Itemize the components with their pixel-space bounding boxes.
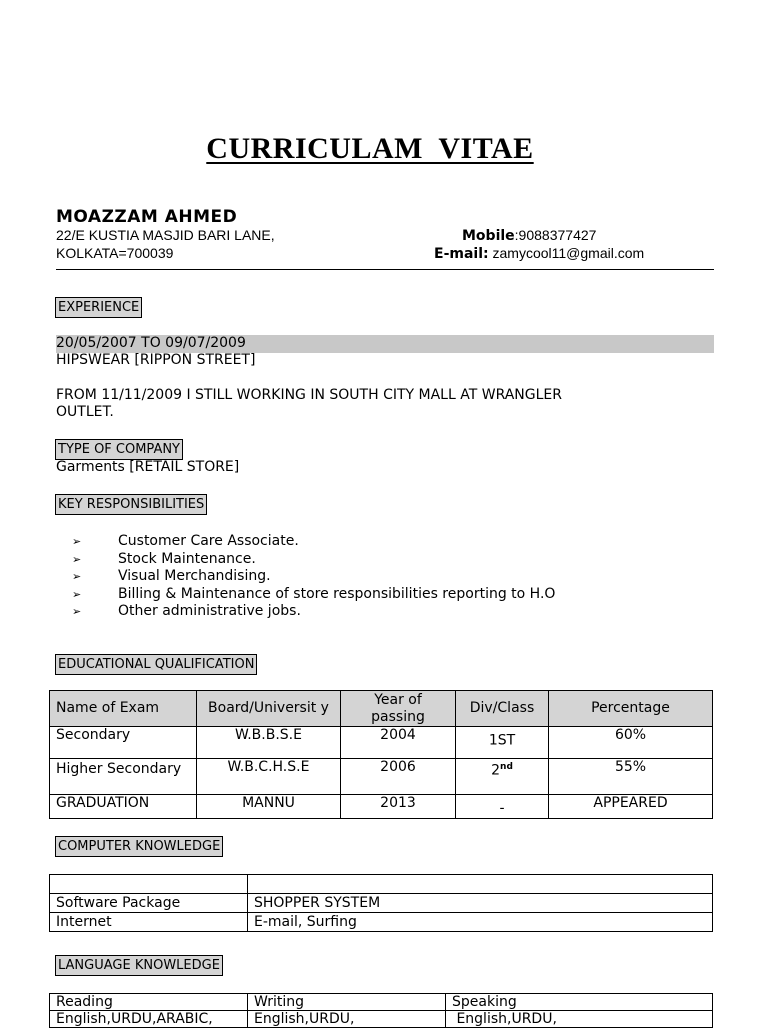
exam-cell: Secondary — [50, 727, 197, 759]
email-contact — [434, 245, 644, 262]
column-header: Reading — [50, 994, 248, 1011]
percentage-cell: 55% — [549, 759, 713, 795]
div-value: 2 — [491, 762, 501, 779]
label-cell — [50, 875, 248, 894]
table-row — [50, 894, 713, 913]
writing-cell: English,URDU, — [248, 1011, 446, 1028]
responsibilities-heading: KEY RESPONSIBILITIES — [55, 494, 207, 515]
exam-cell: GRADUATION — [50, 795, 197, 819]
table-row — [50, 913, 713, 932]
div-value: 1ST — [488, 732, 516, 749]
experience-heading: EXPERIENCE — [55, 297, 142, 318]
year-cell: 2013 — [341, 795, 456, 819]
education-table — [49, 690, 713, 819]
board-cell: W.B.C.H.S.E — [197, 759, 341, 795]
label-cell: Software Package — [50, 894, 248, 913]
board-cell: MANNU — [197, 795, 341, 819]
email-address: zamycool11@gmail.com — [488, 245, 645, 261]
column-header: Board/Universit y — [197, 691, 341, 727]
mobile-number: :9088377427 — [514, 227, 597, 243]
computer-heading: COMPUTER KNOWLEDGE — [55, 836, 223, 857]
board-cell: W.B.B.S.E — [197, 727, 341, 759]
mobile-label: Mobile — [462, 228, 515, 244]
column-header: Speaking — [446, 994, 713, 1011]
list-item-text: Customer Care Associate. — [118, 533, 299, 549]
table-row — [50, 1011, 713, 1028]
current-job-line-1: FROM 11/11/2009 I STILL WORKING IN SOUTH CITY MALL AT WRANGLER — [56, 387, 563, 403]
percentage-cell: 60% — [549, 727, 713, 759]
year-cell: 2006 — [341, 759, 456, 795]
list-item-text: Billing & Maintenance of store responsibilities reporting to H.O — [118, 585, 556, 602]
header-divider — [56, 269, 714, 270]
list-item-text: Other administrative jobs. — [118, 603, 301, 619]
table-header-row — [50, 994, 713, 1011]
div-cell — [456, 759, 549, 795]
speaking-cell: English,URDU, — [446, 1011, 713, 1028]
value-cell — [248, 875, 713, 894]
arrow-bullet-icon: ➢ — [72, 587, 82, 601]
education-heading: EDUCATIONAL QUALIFICATION — [55, 654, 257, 675]
list-item-text: Visual Merchandising. — [118, 568, 271, 584]
div-value: - — [499, 800, 505, 817]
percentage-cell: APPEARED — [549, 795, 713, 819]
column-header: Div/Class — [456, 691, 549, 727]
company-type-value: Garments [RETAIL STORE] — [56, 459, 240, 475]
table-row — [50, 759, 713, 795]
experience-employer: HIPSWEAR [RIPPON STREET] — [56, 352, 256, 368]
table-row — [50, 875, 713, 894]
experience-date-band — [56, 335, 714, 353]
arrow-bullet-icon: ➢ — [72, 570, 82, 583]
label-cell: Internet — [50, 913, 248, 932]
exam-cell: Higher Secondary — [50, 759, 197, 795]
arrow-bullet-icon: ➢ — [72, 535, 82, 548]
address-line-1: 22/E KUSTIA MASJID BARI LANE, — [56, 227, 275, 243]
table-header-row — [50, 691, 713, 727]
language-table — [49, 993, 713, 1028]
candidate-name: MOAZZAM AHMED — [56, 207, 238, 227]
mobile-contact — [462, 227, 596, 244]
list-item-text: Stock Maintenance. — [118, 550, 256, 567]
table-row — [50, 727, 713, 759]
table-row — [50, 795, 713, 819]
column-header: Name of Exam — [50, 691, 197, 727]
arrow-bullet-icon: ➢ — [72, 605, 82, 618]
value-cell: SHOPPER SYSTEM — [248, 894, 713, 913]
column-header: Writing — [248, 994, 446, 1011]
computer-table — [49, 874, 713, 932]
email-label: E-mail: — [434, 246, 489, 262]
year-cell: 2004 — [341, 727, 456, 759]
company-type-heading: TYPE OF COMPANY — [55, 439, 183, 460]
reading-cell: English,URDU,ARABIC, — [50, 1011, 248, 1028]
div-cell — [456, 795, 549, 819]
arrow-bullet-icon: ➢ — [72, 552, 82, 566]
current-job-line-2: OUTLET. — [56, 404, 114, 420]
experience-dates: 20/05/2007 TO 09/07/2009 — [56, 335, 246, 351]
document-title: CURRICULAM VITAE — [206, 132, 534, 165]
div-suffix: nd — [500, 762, 513, 772]
column-header: Percentage — [549, 691, 713, 727]
value-cell: E-mail, Surfing — [248, 913, 713, 932]
language-heading: LANGUAGE KNOWLEDGE — [55, 955, 223, 976]
column-header: Year of passing — [341, 691, 456, 727]
div-cell — [456, 727, 549, 759]
address-line-2: KOLKATA=700039 — [56, 245, 174, 261]
